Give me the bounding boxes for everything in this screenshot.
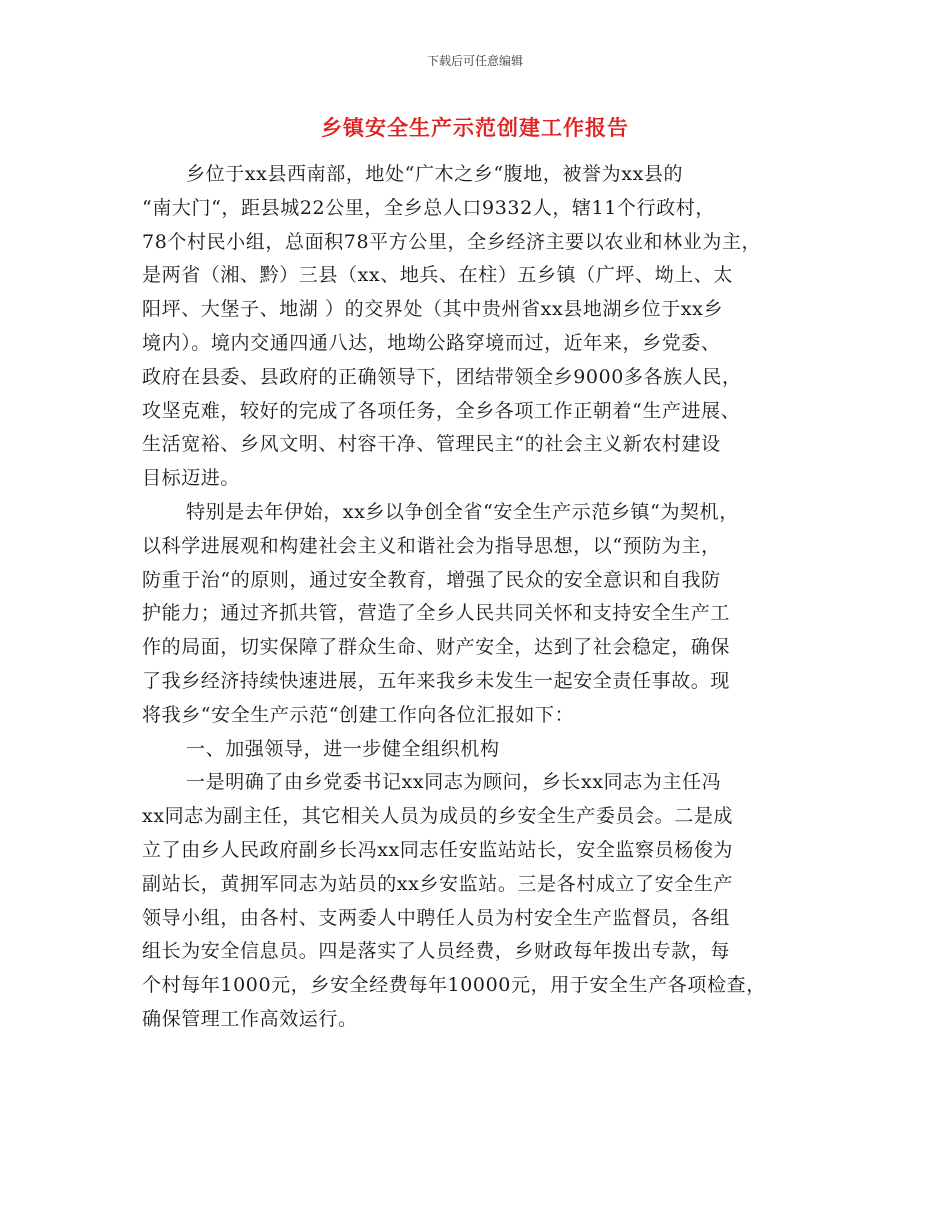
paragraph-line: 副站长，黄拥军同志为站员的xx乡安监站。三是各村成立了安全生产 xyxy=(142,872,734,895)
paragraph-line: xx同志为副主任，其它相关人员为成员的乡安全生产委员会。二是成 xyxy=(142,805,734,828)
paragraph-line: 组长为安全信息员。四是落实了人员经费，乡财政每年拨出专款，每 xyxy=(142,940,731,963)
paragraph-line: 特别是去年伊始，xx乡以争创全省“安全生产示范乡镇“为契机， xyxy=(186,500,739,523)
paragraph-line: 防重于治“的原则，通过安全教育，增强了民众的安全意识和自我防 xyxy=(142,568,721,591)
paragraph-line: 个村每年1000元，乡安全经费每年10000元，用于安全生产各项检查， xyxy=(142,974,766,997)
paragraph-line: 生活宽裕、乡风文明、村容干净、管理民主“的社会主义新农村建设 xyxy=(142,433,721,456)
paragraph-line: 了我乡经济持续快速进展，五年来我乡未发生一起安全责任事故。现 xyxy=(142,669,731,692)
paragraph-line: 境内）。境内交通四通八达，地坳公路穿境而过，近年来，乡党委、 xyxy=(142,331,721,354)
paragraph-line: 是两省（湘、黔）三县（xx、地兵、在柱）五乡镇（广坪、坳上、太 xyxy=(142,264,734,287)
paragraph-line: 目标迈进。 xyxy=(142,467,241,490)
paragraph-line: 乡位于xx县西南部，地处“广木之乡“腹地，被誉为xx县的 xyxy=(186,163,684,185)
paragraph-line: 护能力；通过齐抓共管，营造了全乡人民共同关怀和支持安全生产工 xyxy=(142,602,731,625)
paragraph-line: 政府在县委、县政府的正确领导下，团结带领全乡9000多各族人民， xyxy=(142,365,742,388)
paragraph-line: 攻坚克难，较好的完成了各项任务，全乡各项工作正朝着“生产进展、 xyxy=(142,399,741,422)
paragraph-line: 领导小组，由各村、支两委人中聘任人员为村安全生产监督员，各组 xyxy=(142,906,731,929)
paragraph-line: 立了由乡人民政府副乡长冯xx同志任安监站站长，安全监察员杨俊为 xyxy=(142,838,734,861)
document-title: 乡镇安全生产示范创建工作报告 xyxy=(321,116,629,140)
paragraph-line: 以科学进展观和构建社会主义和谐社会为指导思想，以“预防为主， xyxy=(142,534,721,557)
paragraph-line: 确保管理工作高效运行。 xyxy=(142,1007,358,1030)
paragraph-line: 一是明确了由乡党委书记xx同志为顾问，乡长xx同志为主任冯 xyxy=(186,771,722,794)
paragraph-line: “南大门“，距县城22公里，全乡总人口9332人，辖11个行政村， xyxy=(142,196,715,219)
document-body xyxy=(142,158,814,1037)
paragraph-line: 作的局面，切实保障了群众生命、财产安全，达到了社会稳定，确保 xyxy=(142,636,731,659)
paragraph-line: 将我乡“安全生产示范“创建工作向各位汇报如下： xyxy=(142,703,575,726)
page-header: 下载后可任意编辑 xyxy=(426,54,523,68)
paragraph-line: 阳坪、大堡子、地湖 ）的交界处（其中贵州省xx县地湖乡位于xx乡 xyxy=(142,298,724,321)
section-heading: 一、加强领导，进一步健全组织机构 xyxy=(186,737,500,760)
paragraph-line: 78个村民小组，总面积78平方公里，全乡经济主要以农业和林业为主， xyxy=(142,230,762,253)
